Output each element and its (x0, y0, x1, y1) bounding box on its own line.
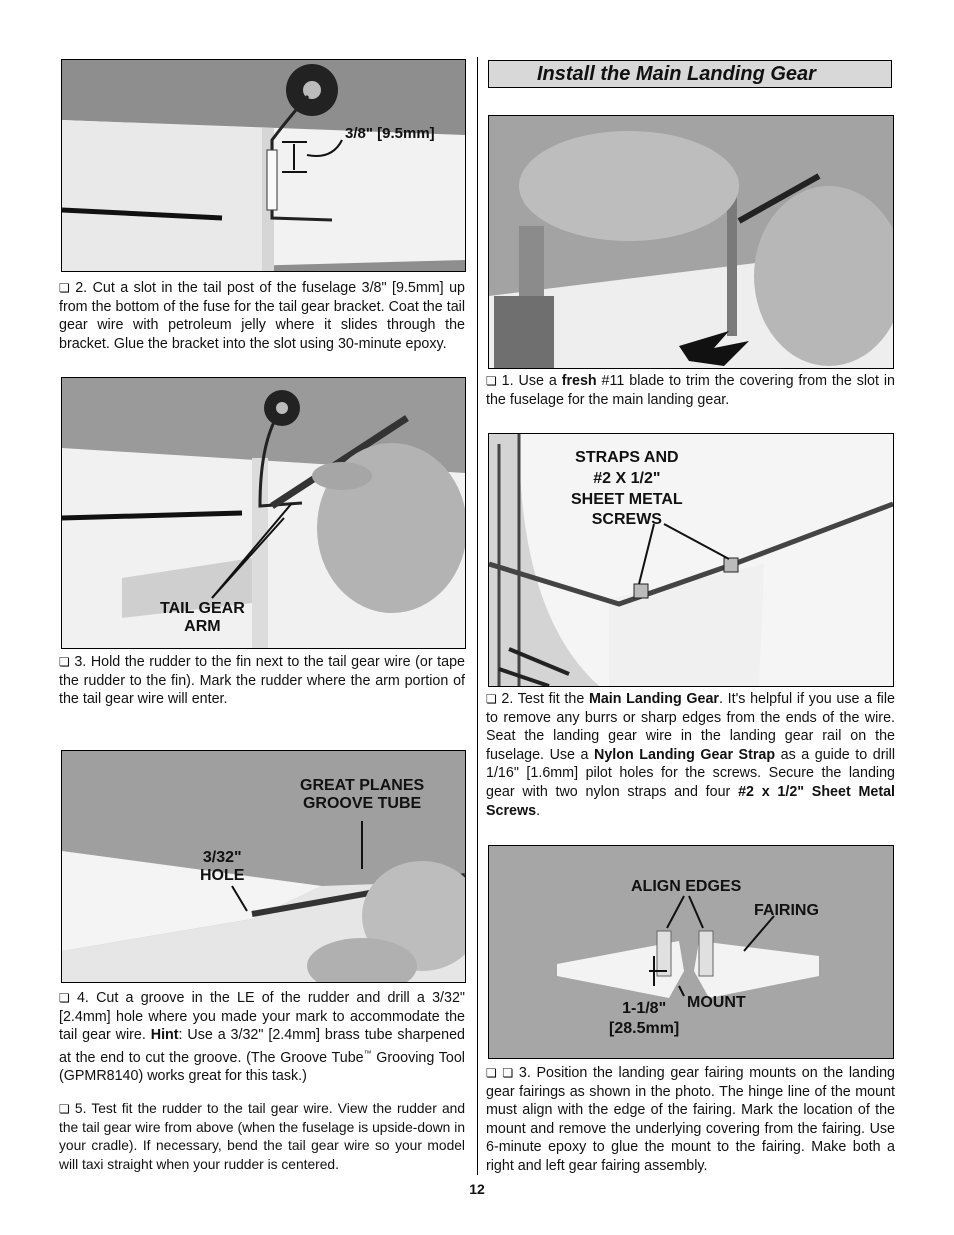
checkbox-icon: ❏ (59, 281, 70, 295)
photo-groove-tube (61, 750, 466, 983)
photo-tail-gear-slot (61, 59, 466, 272)
column-divider (477, 57, 478, 1175)
photo-trim-covering (488, 115, 894, 369)
right-step-3-text: ❏ ❏ 3. Position the landing gear fairing mounts on the landing gear fairings as shown in the photo. The hinge line of the mount must align with the edge of the fairing. Mark the location of the mount and remove the underlying covering from the fairing. Use 6-minute epoxy to glue the mount to the fairing. Make both a right and left gear fairing assembly. (486, 1065, 895, 1174)
tail-gear-arm-illustration (62, 378, 465, 648)
dimension-label: 1-1/8" [28.5mm] (609, 1000, 680, 1037)
checkbox-icon: ❏ (59, 991, 70, 1005)
fairing-label: FAIRING (754, 902, 819, 919)
photo-straps-screws (488, 433, 894, 687)
checkbox-icon: ❏ (59, 655, 70, 669)
dimension-label: 3/8" [9.5mm] (345, 125, 435, 142)
step-5-text: ❏ 5. Test fit the rudder to the tail gear wire. View the rudder and the tail gear wire from above (when the fuselage is upside-down in your cradle). If necessary, bend the tail gear wire so your model will taxi straight when your rudder is centered. (59, 1101, 465, 1172)
checkbox-icon: ❏ (486, 374, 497, 388)
straps-screws-illustration (489, 434, 893, 686)
step-4-text: ❏ 4. Cut a groove in the LE of the rudder and drill a 3/32" [2.4mm] hole where you made your mark to accommodate the tail gear wire. Hint: Use a 3/32" [2.4mm] brass tube sharpened at the end to cut the groove. (The Groove Tube™ Grooving Tool (GPMR8140) works great for this task.) (59, 990, 465, 1085)
step-2-text: ❏ 2. Cut a slot in the tail post of the fuselage 3/8" [9.5mm] up from the bottom of the fuse for the tail gear bracket. Coat the tail gear wire with petroleum jelly where it slides through the bracket. Glue the bracket into the slot using 30-minute epoxy. (59, 280, 465, 352)
checkbox-icon: ❏ (486, 692, 497, 706)
checkbox-icon: ❏ (59, 1102, 70, 1116)
checkbox-icon: ❏ (502, 1066, 514, 1080)
step-3-text: ❏ 3. Hold the rudder to the fin next to the tail gear wire (or tape the rudder to the fin). Mark the rudder where the arm portion of the tail gear wire will enter. (59, 654, 465, 708)
right-step-2-text: ❏ 2. Test fit the Main Landing Gear. It's helpful if you use a file to remove any burrs or sharp edges from the ends of the wire. Seat the landing gear wire in the landing gear rail on the fuselage. Use a Nylon Landing Gear Strap as a guide to drill 1/16" [1.6mm] pilot holes for the screws. Secure the landing gear with two nylon straps and four #2 x 1/2" Sheet Metal Screws. (486, 691, 895, 819)
photo-tail-gear-arm (61, 377, 466, 649)
section-heading: Install the Main Landing Gear (488, 60, 892, 88)
trim-covering-illustration (489, 116, 893, 368)
hole-label: 3/32" HOLE (200, 849, 245, 884)
right-step-1-text: ❏ 1. Use a fresh #11 blade to trim the covering from the slot in the fuselage for the main landing gear. (486, 373, 895, 408)
straps-screws-label: STRAPS AND #2 X 1/2" SHEET METAL SCREWS (571, 449, 683, 529)
checkbox-icon: ❏ (486, 1066, 497, 1080)
tail-gear-arm-label: TAIL GEAR ARM (160, 600, 245, 635)
groove-tube-label: GREAT PLANES GROOVE TUBE (300, 777, 425, 812)
align-edges-label: ALIGN EDGES (631, 878, 742, 895)
mount-label: MOUNT (687, 994, 746, 1011)
photo-fairing-mounts (488, 845, 894, 1059)
page-number: 12 (469, 1181, 485, 1197)
tail-gear-slot-illustration (62, 60, 465, 271)
